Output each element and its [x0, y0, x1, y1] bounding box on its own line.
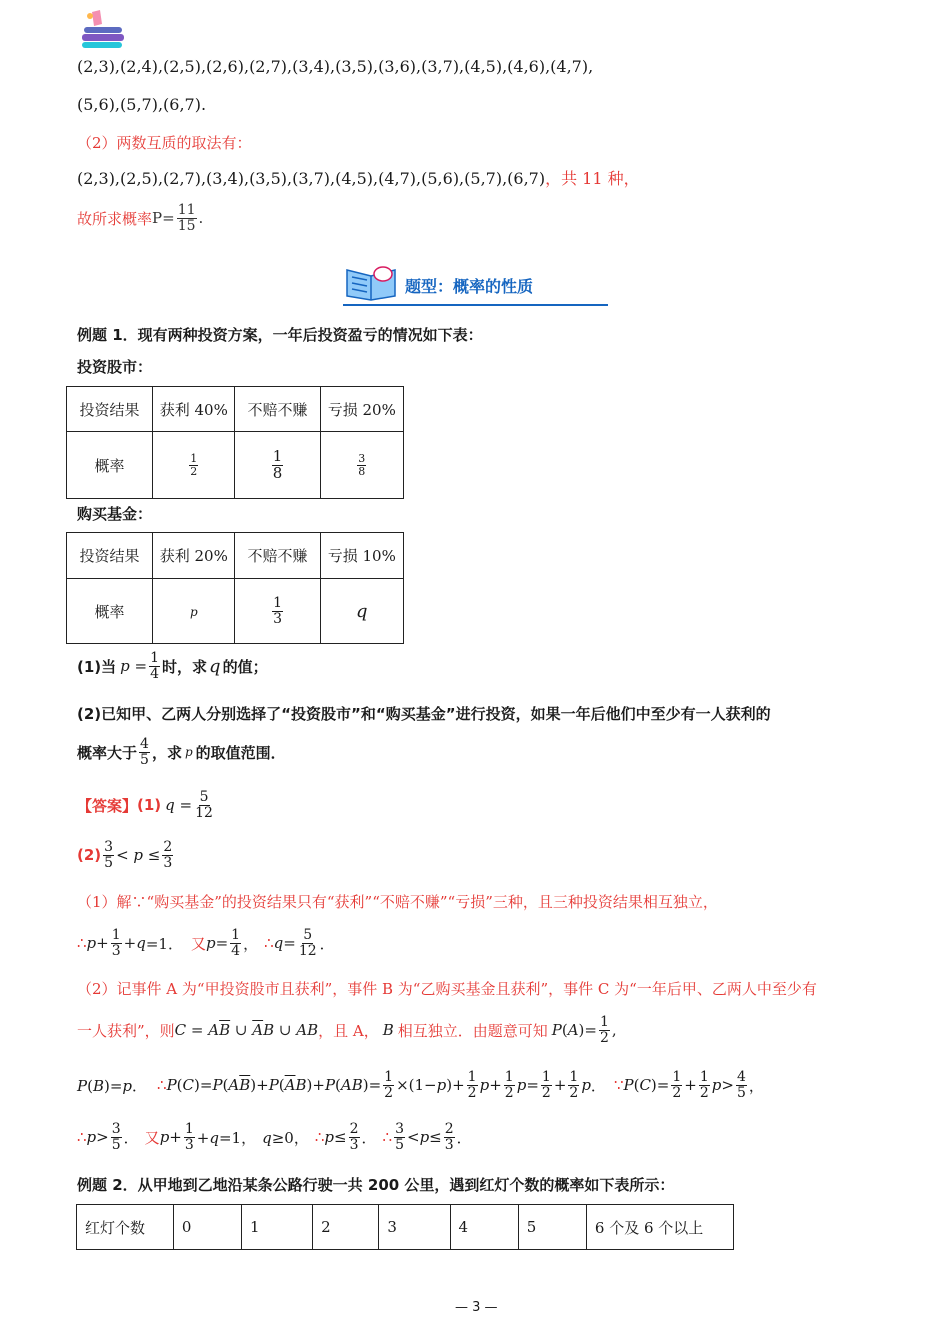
books-logo-icon	[78, 8, 128, 50]
table-header: 获利 20%	[153, 533, 235, 579]
table-row-label: 概率	[67, 579, 153, 644]
table-header: 获利 40%	[153, 387, 235, 432]
table-cell: $\frac{1}{8}$	[235, 432, 320, 499]
table-cell: 5	[518, 1205, 586, 1250]
page-number: — 3 —	[455, 1300, 498, 1315]
solution-2-line2: 一人获利”，则 $C = A\overline{B}$ ∪ $\overline{A}B$ ∪ AB ，且 A， B 相互独立．由题意可知 P(A)= $\frac{1}{2}$ ,	[77, 1014, 617, 1046]
example1-title: 例题 1．现有两种投资方案，一年后投资盈亏的情况如下表：	[77, 326, 483, 344]
table-cell: 3	[379, 1205, 450, 1250]
stock-table	[66, 386, 404, 499]
table-cell: q	[320, 579, 403, 644]
table-row-label: 概率	[67, 432, 153, 499]
solution-2-line1: （2）记事件 A 为“甲投资股市且获利”，事件 B 为“乙购买基金且获利”，事件 C 为“一年后甲、乙两人中至少有	[77, 980, 817, 998]
answer-tag: 【答案】	[77, 796, 138, 815]
table-cell: $\frac{1}{3}$	[235, 579, 320, 644]
pairs-line-2: (5,6),(5,7),(6,7).	[77, 95, 207, 114]
table-header: 投资结果	[67, 533, 153, 579]
table-header: 不赔不赚	[235, 533, 320, 579]
coprime-pairs: (2,3),(2,5),(2,7),(3,4),(3,5),(3,7),(4,5),(4,7),(5,6),(5,7),(6,7)，共 11 种，	[77, 169, 640, 188]
coprime-count: ，共 11 种，	[545, 169, 640, 188]
question-2-line1: (2)已知甲、乙两人分别选择了“投资股市”和“购买基金”进行投资，如果一年后他们中至少有一人获利的	[77, 705, 771, 723]
red-light-table	[76, 1204, 734, 1250]
solution-1-eq: ∴ p + $\frac{1}{3}$ + q =1． 又 p = $\frac{1}{4}$ ， ∴ q = $\frac{5}{12}$ ．	[77, 927, 335, 959]
solution-2-eq2: ∴ p > $\frac{3}{5}$ ． 又 p + $\frac{1}{3}$ +q=1， q≥0， ∴ p ≤ $\frac{2}{3}$ ． ∴ $\frac{3}{5}$ <p≤ $\frac{2}{3}$ ．	[77, 1121, 472, 1153]
table-cell: 0	[173, 1205, 241, 1250]
stock-label: 投资股市：	[77, 358, 153, 376]
question-2-line2: 概率大于 $\frac{4}{5}$ ，求 p 的取值范围．	[77, 736, 286, 768]
table-cell: 1	[242, 1205, 313, 1250]
table-cell: p	[153, 579, 235, 644]
probability-result: 故所求概率 P= $\frac{11}{15}$ .	[77, 202, 204, 234]
open-book-icon	[343, 262, 399, 302]
section-header	[343, 262, 608, 308]
fund-table	[66, 532, 404, 644]
table-cell: 4	[450, 1205, 518, 1250]
table-header: 亏损 20%	[320, 387, 403, 432]
section-underline	[343, 304, 608, 306]
solution-1-line: （1）解∵“购买基金”的投资结果只有“获利”“不赔不赚”“亏损”三种，且三种投资结果相互独立，	[77, 893, 718, 911]
table-cell: 2	[313, 1205, 379, 1250]
section-title: 题型：概率的性质	[405, 277, 534, 296]
answer-2: (2) $\frac{3}{5}$ < p ≤ $\frac{2}{3}$	[77, 839, 173, 871]
table-header: 红灯个数	[77, 1205, 174, 1250]
table-header: 亏损 10%	[320, 533, 403, 579]
table-header: 不赔不赚	[235, 387, 320, 432]
solution-2-eq1: P(B)=p． ∴ $P(C)=P(A\overline{B})+P(\overline{A}B)+P(AB)=$ $\frac{1}{2}$ ×(1−p)+ $\frac{1}{2}$ p + $\frac{1}{2}$ p = $\frac{1}{2}$ + $\frac{1}{2}$ p ． ∵ P(C)= $\frac{1}{2}$ + $\frac{1}{2}$ p > $\frac{4}{5}$ ，	[77, 1069, 764, 1101]
table-cell: $\frac{3}{8}$	[320, 432, 403, 499]
table-header: 投资结果	[67, 387, 153, 432]
question-1: (1)当 p = $\frac{1}{4}$ 时，求 q 的值；	[77, 650, 268, 682]
pairs-line-1: (2,3),(2,4),(2,5),(2,6),(2,7),(3,4),(3,5),(3,6),(3,7),(4,5),(4,6),(4,7),	[77, 57, 594, 76]
table-cell: 6 个及 6 个以上	[586, 1205, 733, 1250]
table-cell: $\frac{1}{2}$	[153, 432, 235, 499]
answer-1: 【答案】 (1) q = $\frac{5}{12}$	[77, 789, 213, 821]
part2-label: （2）两数互质的取法有：	[77, 134, 252, 152]
example2-title: 例题 2．从甲地到乙地沿某条公路行驶一共 200 公里，遇到红灯个数的概率如下表所示：	[77, 1176, 675, 1194]
fund-label: 购买基金：	[77, 505, 153, 523]
